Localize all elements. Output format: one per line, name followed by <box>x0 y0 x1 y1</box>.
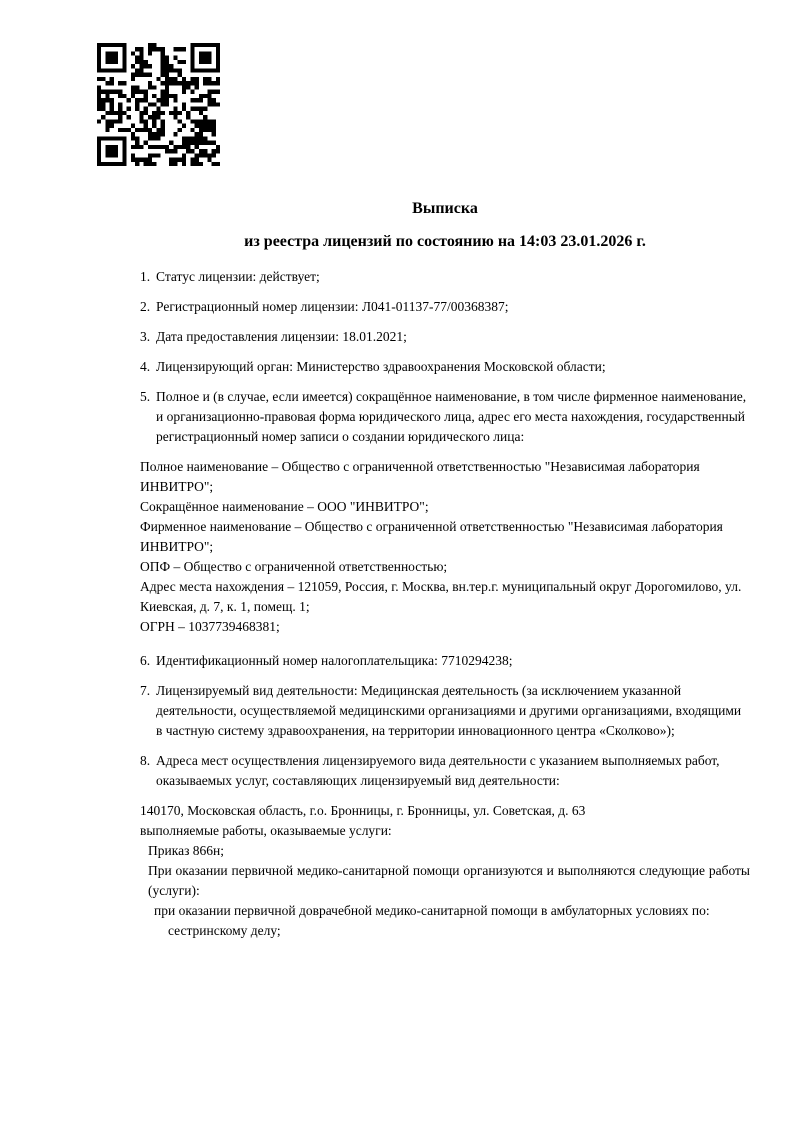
item-number: 3. <box>140 329 151 344</box>
item-text: Регистрационный номер лицензии: Л041-01137-77/00368387; <box>156 299 509 314</box>
item-text: Дата предоставления лицензии: 18.01.2021; <box>156 329 407 344</box>
page-subtitle: из реестра лицензий по состоянию на 14:03 23.01.2026 г. <box>244 233 646 250</box>
item-text: Полное и (в случае, если имеется) сокращённое наименование, в том числе фирменное наименование, и организационно-правовая форма юридического лица, адрес его места нахождения, государственный регистрационный номер записи о создании юридического лица: <box>156 389 747 444</box>
works-line: выполняемые работы, оказываемые услуги: <box>140 823 392 838</box>
item-number: 6. <box>140 653 151 668</box>
item-number: 5. <box>140 389 151 404</box>
org-detail-line: Адрес места нахождения – 121059, Россия, г. Москва, вн.тер.г. муниципальный округ Дорогомилово, ул. Киевская, д. 7, к. 1, помещ. 1; <box>140 579 742 614</box>
item-number: 7. <box>140 683 151 698</box>
numbered-items-bottom <box>140 651 750 791</box>
numbered-item <box>140 297 750 317</box>
org-detail-line: ОПФ – Общество с ограниченной ответственностью; <box>140 559 448 574</box>
page-title: Выписка <box>412 200 478 217</box>
org-detail-line: Полное наименование – Общество с ограниченной ответственностью "Независимая лаборатория ИНВИТРО"; <box>140 459 700 494</box>
document-header <box>140 198 750 253</box>
item-number: 8. <box>140 753 151 768</box>
works-line: при оказании первичной доврачебной медико-санитарной помощи в амбулаторных условиях по: <box>154 903 710 918</box>
numbered-item <box>140 387 750 447</box>
org-detail-line: Фирменное наименование – Общество с ограниченной ответственностью "Независимая лаборатория ИНВИТРО"; <box>140 519 723 554</box>
qr-code <box>97 43 220 166</box>
numbered-items-top <box>140 267 750 447</box>
works-line: При оказании первичной медико-санитарной помощи организуются и выполняются следующие работы (услуги): <box>148 863 750 898</box>
numbered-item <box>140 751 750 791</box>
works-line: 140170, Московская область, г.о. Бронницы, г. Бронницы, ул. Советская, д. 63 <box>140 803 586 818</box>
item-text: Лицензирующий орган: Министерство здравоохранения Московской области; <box>156 359 606 374</box>
item-text: Адреса мест осуществления лицензируемого вида деятельности с указанием выполняемых работ, оказываемых услуг, составляющих лицензируемый вид деятельности: <box>156 753 720 788</box>
item-number: 2. <box>140 299 151 314</box>
item-text: Идентификационный номер налогоплательщика: 7710294238; <box>156 653 513 668</box>
numbered-item <box>140 681 750 741</box>
works-line: сестринскому делу; <box>168 923 281 938</box>
numbered-item <box>140 651 750 671</box>
item-text: Лицензируемый вид деятельности: Медицинская деятельность (за исключением указанной деятельности, осуществляемой медицинскими организациями и другими организациями, входящими в частную систему здравоохранения, на территории инновационного центра «Сколково»); <box>156 683 742 738</box>
item-number: 4. <box>140 359 151 374</box>
item-text: Статус лицензии: действует; <box>156 269 320 284</box>
numbered-item <box>140 327 750 347</box>
works-services-block <box>140 801 750 941</box>
numbered-item <box>140 267 750 287</box>
org-detail-line: Сокращённое наименование – ООО "ИНВИТРО"; <box>140 499 429 514</box>
organization-details-block <box>140 457 750 637</box>
org-detail-line: ОГРН – 1037739468381; <box>140 619 280 634</box>
license-extract-document <box>140 198 750 941</box>
works-line: Приказ 866н; <box>148 843 225 858</box>
item-number: 1. <box>140 269 151 284</box>
numbered-item <box>140 357 750 377</box>
